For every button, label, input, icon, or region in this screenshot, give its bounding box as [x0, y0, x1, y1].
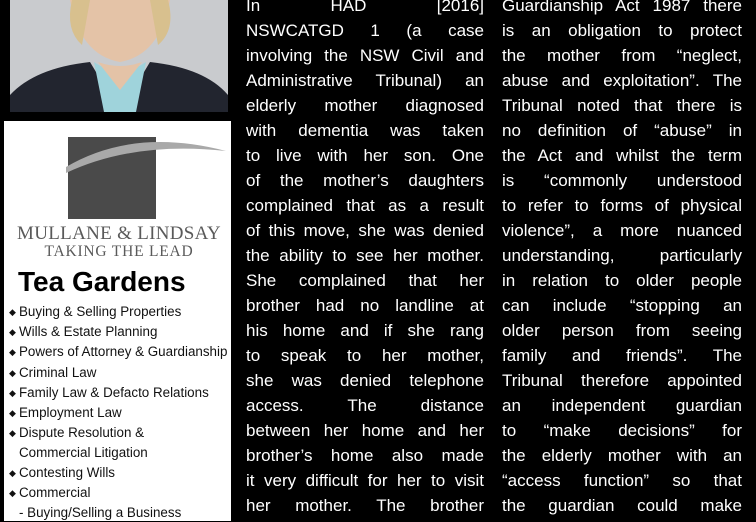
service-item: ◆ Commercial	[9, 483, 227, 503]
article-column-2	[502, 0, 742, 518]
service-subitem: - Buying/Selling a Business	[19, 505, 182, 521]
article-line: Tribunal noted that there is	[502, 96, 742, 115]
law-firm-advertisement	[4, 121, 231, 521]
service-item: ◆ Buying & Selling Properties	[9, 302, 227, 322]
service-item: ◆ Family Law & Defacto Relations	[9, 383, 227, 403]
services-list	[9, 302, 227, 522]
article-line: abuse and exploitation”. The	[502, 71, 742, 90]
diamond-bullet-icon: ◆	[9, 487, 16, 498]
article-line: his home and if she rang	[246, 321, 484, 340]
diamond-bullet-icon: ◆	[9, 367, 16, 378]
article-line: understanding, particularly	[502, 246, 742, 265]
service-item: ◆ Dispute Resolution &	[9, 423, 227, 443]
article-line: family and friends”. The	[502, 346, 742, 365]
article-line: the ability to see her mother.	[246, 246, 484, 265]
article-line: to refer to forms of physical	[502, 196, 742, 215]
article-line: the elderly mother with an	[502, 446, 742, 465]
article-line: to speak to her mother,	[246, 346, 484, 365]
article-line: Guardianship Act 1987 there	[502, 0, 742, 15]
diamond-bullet-icon: ◆	[9, 467, 16, 478]
service-item: ◆ Powers of Attorney & Guardianship	[9, 342, 227, 362]
article-line: brother had no landline at	[246, 296, 484, 315]
article-line: of this move, she was denied	[246, 221, 484, 240]
article-line: complained that as a result	[246, 196, 484, 215]
article-line: “access function” so that	[502, 471, 742, 490]
firm-name: MULLANE & LINDSAY	[17, 223, 221, 244]
article-line: She complained that her	[246, 271, 484, 290]
diamond-bullet-icon: ◆	[9, 428, 16, 439]
firm-tagline: TAKING THE LEAD	[44, 243, 194, 260]
article-line: involving the NSW Civil and	[246, 46, 484, 65]
article-line: violence”, a more nuanced	[502, 221, 742, 240]
article-line: NSWCATGD 1 (a case	[246, 21, 484, 40]
article-line: the guardian could make	[502, 496, 742, 515]
service-item: ◆ Criminal Law	[9, 363, 227, 383]
diamond-bullet-icon: ◆	[9, 327, 16, 338]
service-item: ◆ Employment Law	[9, 403, 227, 423]
article-line: Tribunal therefore appointed	[502, 371, 742, 390]
diamond-bullet-icon: ◆	[9, 408, 16, 419]
article-line: In HAD [2016]	[246, 0, 484, 15]
article-line: the mother from “neglect,	[502, 46, 742, 65]
service-item: ◆ Wills & Estate Planning	[9, 322, 227, 342]
article-line: elderly mother diagnosed	[246, 96, 484, 115]
article-line: an independent guardian	[502, 396, 742, 415]
diamond-bullet-icon: ◆	[9, 347, 16, 358]
article-line: older person from seeing	[502, 321, 742, 340]
firm-logo-swoosh-icon	[4, 121, 231, 231]
diamond-bullet-icon: ◆	[9, 387, 16, 398]
service-item: ◆ Contesting Wills	[9, 463, 227, 483]
article-line: brother’s home also made	[246, 446, 484, 465]
author-photo	[10, 0, 228, 112]
article-line: is “commonly understood	[502, 171, 742, 190]
article-line: in relation to older people	[502, 271, 742, 290]
article-line: can include “stopping an	[502, 296, 742, 315]
article-line: to live with her son. One	[246, 146, 484, 165]
article-line: to “make decisions” for	[502, 421, 742, 440]
article-line: she was denied telephone	[246, 371, 484, 390]
article-line: it very difficult for her to visit	[246, 471, 484, 490]
service-item-continued: Commercial Litigation	[19, 445, 148, 461]
article-line: the Act and whilst the term	[502, 146, 742, 165]
article-line: her mother. The brother	[246, 496, 484, 515]
diamond-bullet-icon: ◆	[9, 307, 16, 317]
article-column-1	[246, 0, 484, 518]
article-line: is an obligation to protect	[502, 21, 742, 40]
article-line: of the mother’s daughters	[246, 171, 484, 190]
article-line: between her home and her	[246, 421, 484, 440]
author-portrait-illustration	[10, 0, 228, 112]
article-line: access. The distance	[246, 396, 484, 415]
office-location: Tea Gardens	[18, 266, 186, 297]
article-line: no definition of “abuse” in	[502, 121, 742, 140]
article-line: with dementia was taken	[246, 121, 484, 140]
article-line: Administrative Tribunal) an	[246, 71, 484, 90]
